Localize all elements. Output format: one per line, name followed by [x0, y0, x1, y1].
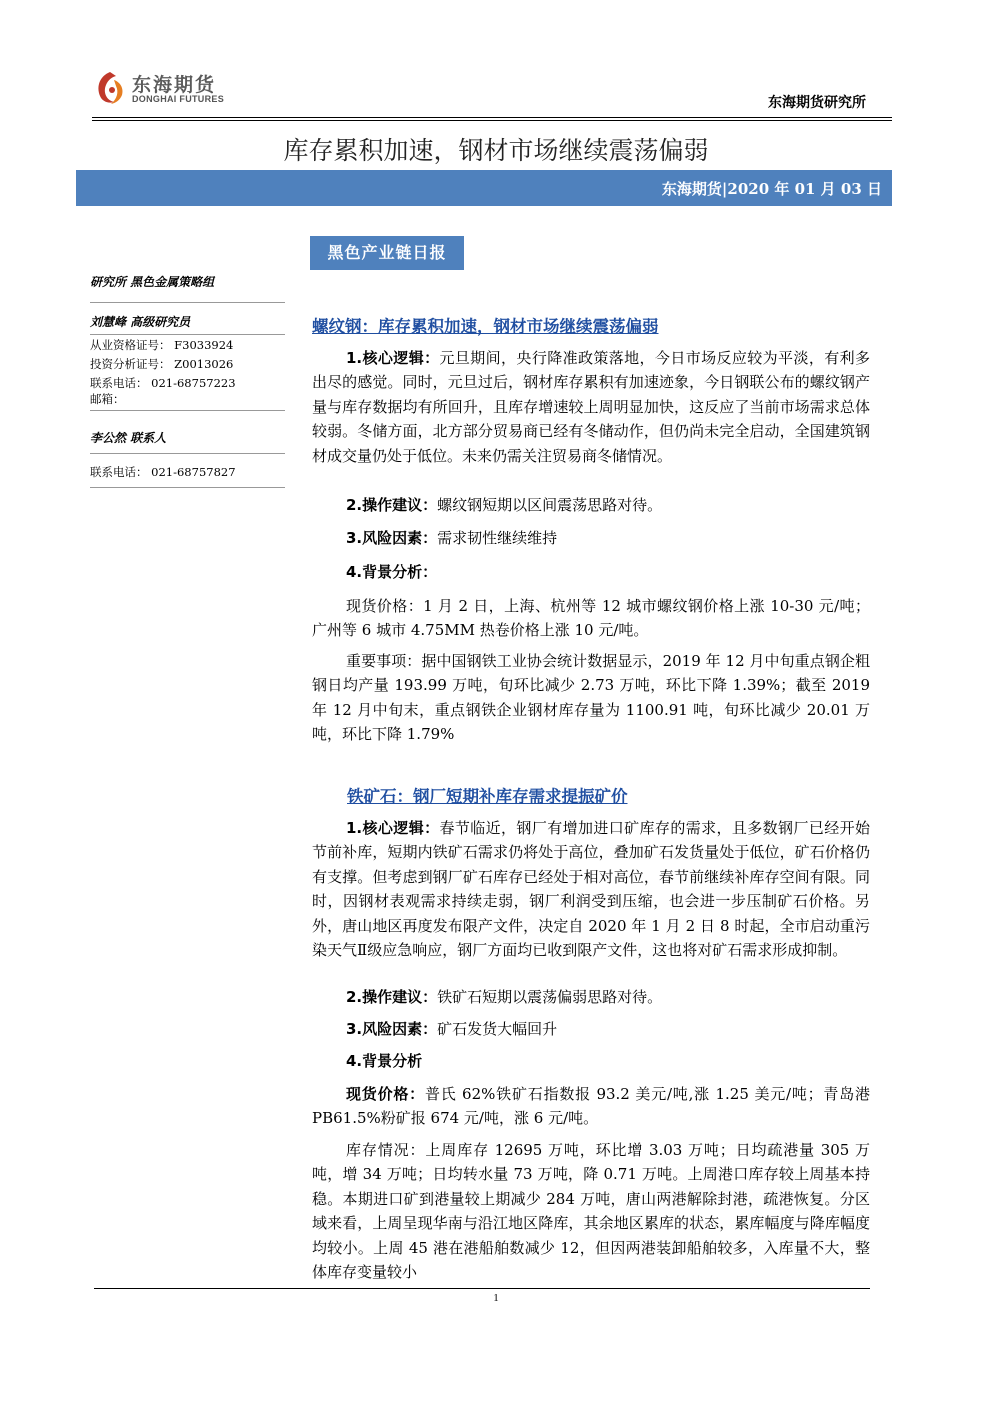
- report-category-tag: 黑色产业链日报: [310, 236, 464, 270]
- ore-spot-text: 普氏 62%铁矿石指数报 93.2 美元/吨,涨 1.25 美元/吨；青岛港 PB61.5%粉矿报 674 元/吨，涨 6 元/吨。: [312, 1085, 870, 1128]
- sidebar-analyst1-invest: 投资分析证号： Z0013026: [90, 357, 234, 371]
- rebar-core-text: 元旦期间，央行降准政策落地，今日市场反应较为平淡，有利多出尽的感觉。同时，元旦过后，钢材库存累积有加速迹象，今日钢联公布的螺纹钢产量与库存数据均有所回升，且库存增速较上周明显加快，这反应了当前市场需求总体较弱。冬储方面，北方部分贸易商已经有冬储动作，但仍尚未完全启动，全国建筑钢材成交量仍处于低位。未来仍需关注贸易商冬储情况。: [312, 349, 870, 465]
- rebar-op-label: 2.操作建议：: [346, 496, 438, 514]
- rebar-background: [312, 560, 870, 584]
- rebar-risk-text: 需求韧性继续维持: [437, 529, 558, 547]
- ore-heading: 铁矿石：钢厂短期补库存需求提振矿价: [347, 787, 628, 806]
- rebar-risk-label: 3.风险因素：: [346, 529, 438, 547]
- sidebar-divider: [90, 334, 285, 335]
- logo-chinese-text: 东海期货: [132, 74, 217, 96]
- ore-op-label: 2.操作建议：: [346, 988, 438, 1006]
- ore-op-text: 铁矿石短期以震荡偏弱思路对待。: [437, 988, 663, 1006]
- ore-core-text: 春节临近，钢厂有增加进口矿库存的需求，且多数钢厂已经开始节前补库，短期内铁矿石需求仍将处于高位，叠加矿石发货量处于低位，矿石价格仍有支撑。但考虑到钢厂矿石库存已经处于相对高位，春节前继续补库存空间有限。同时，因钢材表观需求持续走弱，钢厂利润受到压缩，也会进一步压制矿石价格。另外，唐山地区再度发布限产文件，决定自 2020 年 1 月 2 日 8 时起，全市启动重污染天气Ⅱ级应急响应，钢厂方面均已收到限产文件，这也将对矿石需求形成抑制。: [312, 819, 870, 960]
- sidebar-analyst1-email: 邮箱：: [90, 392, 125, 406]
- sidebar-analyst2-name: 李公然 联系人: [90, 431, 167, 445]
- ore-spot-label: 现货价格：: [346, 1085, 425, 1103]
- date-bar: [76, 170, 892, 206]
- date-bar-text: 东海期货|2020 年 01 月 03 日: [661, 180, 882, 198]
- logo-mark-icon: [92, 68, 128, 108]
- sidebar-analyst1-phone: 联系电话： 021-68757223: [90, 376, 236, 390]
- sidebar-divider: [90, 487, 285, 488]
- rebar-spot-price: 现货价格：1 月 2 日，上海、杭州等 12 城市螺纹钢价格上涨 10-30 元/吨；广州等 6 城市 4.75MM 热卷价格上涨 10 元/吨。: [312, 597, 870, 640]
- sidebar-divider: [90, 410, 285, 411]
- sidebar-analyst1-cert: 从业资格证号： F3033924: [90, 338, 234, 352]
- ore-bg-label: 4.背景分析: [346, 1052, 423, 1070]
- header-rule-bottom: [92, 120, 892, 121]
- ore-risk-label: 3.风险因素：: [346, 1020, 438, 1038]
- sidebar-analyst1-name: 刘慧峰 高级研究员: [90, 315, 191, 329]
- rebar-bg-label: 4.背景分析：: [346, 563, 438, 581]
- ore-operation: [312, 985, 870, 1009]
- ore-spot-price: [312, 1082, 870, 1131]
- rebar-risk: [312, 526, 870, 550]
- rebar-core-logic: [312, 346, 870, 468]
- company-logo: [92, 66, 252, 110]
- ore-risk-text: 矿石发货大幅回升: [437, 1020, 558, 1038]
- document-title: 库存累积加速，钢材市场继续震荡偏弱: [283, 136, 709, 165]
- ore-risk: [312, 1017, 870, 1041]
- sidebar-analyst2-phone: 联系电话： 021-68757827: [90, 465, 236, 479]
- rebar-heading: 螺纹钢：库存累积加速，钢材市场继续震荡偏弱: [312, 317, 659, 336]
- sidebar-divider: [90, 453, 285, 454]
- ore-inventory: 库存情况：上周库存 12695 万吨，环比增 3.03 万吨；日均疏港量 305 万吨，增 34 万吨；日均转水量 73 万吨，降 0.71 万吨。上周港口库存较上周基本持稳。本期进口矿到港量较上期减少 284 万吨，唐山两港解除封港，疏港恢复。分区域来看，上周呈现华南与沿江地区降库，其余地区累库的状态，累库幅度与降库幅度均较小。上周 45 港在港船舶数减少 12，但因两港装卸船舶较多，入库量不大，整体库存变量较小: [312, 1141, 870, 1282]
- logo-english-text: DONGHAI FUTURES: [132, 94, 224, 104]
- header-rule-top: [92, 117, 892, 118]
- rebar-op-text: 螺纹钢短期以区间震荡思路对待。: [437, 496, 663, 514]
- ore-background: [312, 1049, 870, 1073]
- institute-name: 东海期货研究所: [768, 95, 866, 111]
- sidebar-divider: [90, 302, 285, 303]
- ore-core-logic: [312, 816, 870, 962]
- rebar-operation: [312, 493, 870, 517]
- rebar-core-label: 1.核心逻辑：: [346, 349, 440, 367]
- sidebar-dept: 研究所 黑色金属策略组: [90, 275, 215, 289]
- footer-rule: [94, 1288, 870, 1289]
- ore-core-label: 1.核心逻辑：: [346, 819, 440, 837]
- rebar-key-events: 重要事项：据中国钢铁工业协会统计数据显示，2019 年 12 月中旬重点钢企粗钢日均产量 193.99 万吨，旬环比减少 2.73 万吨，环比下降 1.39%；截至 2019 年 12 月中旬末，重点钢铁企业钢材库存量为 1100.91 吨，旬环比减少 20.01 万吨，环比下降 1.79%: [312, 652, 870, 744]
- page-number: 1: [493, 1292, 499, 1304]
